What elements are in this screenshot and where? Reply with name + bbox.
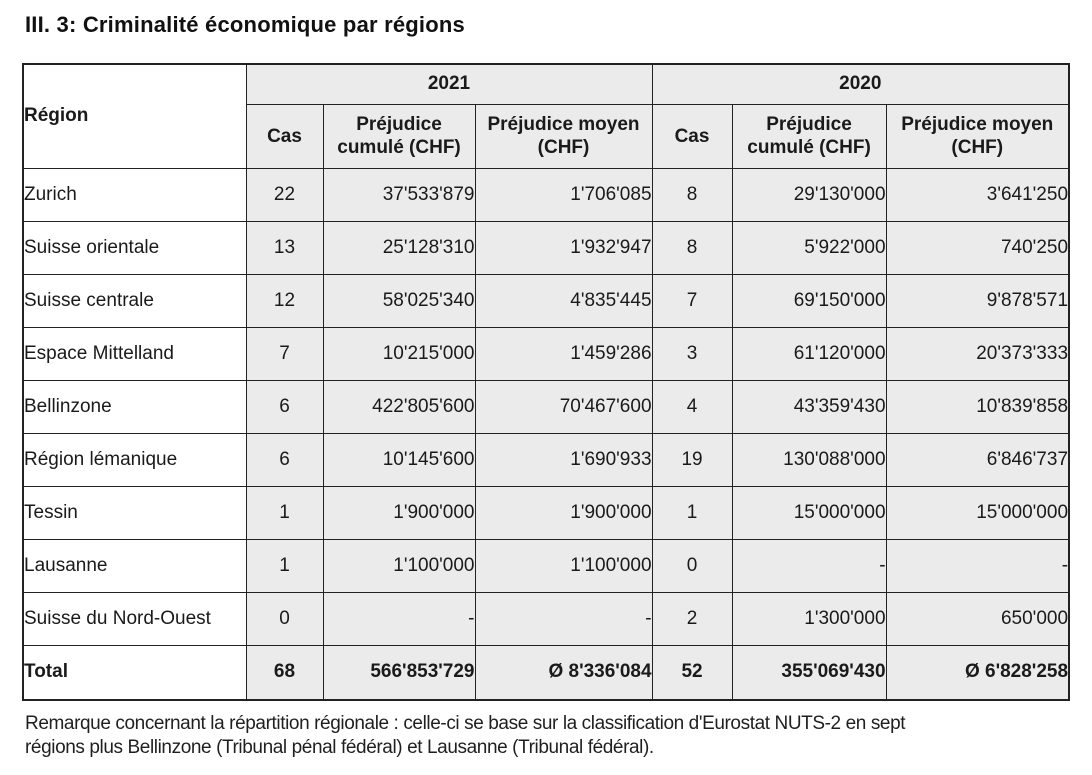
- region-name: Suisse centrale: [23, 274, 246, 327]
- prejudice-cumule-2021: 10'145'600: [323, 433, 475, 486]
- prejudice-cumule-2021: 25'128'310: [323, 221, 475, 274]
- table-row: [23, 486, 1069, 539]
- region-name: Lausanne: [23, 539, 246, 592]
- footnote-line-1: Remarque concernant la répartition régionale : celle-ci se base sur la classification d'Eurostat NUTS-2 en sept: [25, 713, 906, 734]
- total-label: Total: [23, 645, 246, 700]
- prejudice-cumule-2021: 1'100'000: [323, 539, 475, 592]
- prejudice-cumule-2020: 1'300'000: [732, 592, 886, 645]
- cas-2020: 19: [652, 433, 732, 486]
- prejudice-moyen-2020: 6'846'737: [886, 433, 1069, 486]
- prejudice-moyen-2020: 15'000'000: [886, 486, 1069, 539]
- cas-2020: 7: [652, 274, 732, 327]
- footnote: [25, 712, 1092, 760]
- prejudice-cumule-2021: 1'900'000: [323, 486, 475, 539]
- region-name: Région lémanique: [23, 433, 246, 486]
- prejudice-cumule-2020: 130'088'000: [732, 433, 886, 486]
- prejudice-cumule-2021: 10'215'000: [323, 327, 475, 380]
- prejudice-moyen-2021: 4'835'445: [475, 274, 652, 327]
- prejudice-cumule-2020: 29'130'000: [732, 168, 886, 221]
- total-prejudice-moyen-2020: Ø 6'828'258: [886, 645, 1069, 700]
- table-row: [23, 168, 1069, 221]
- total-prejudice-cumule-2021: 566'853'729: [323, 645, 475, 700]
- total-cas-2020: 52: [652, 645, 732, 700]
- header-2021-prejudice-moyen: Préjudice moyen (CHF): [475, 104, 652, 168]
- prejudice-moyen-2021: 1'932'947: [475, 221, 652, 274]
- table-total-row: [23, 645, 1069, 700]
- header-year-2020: 2020: [652, 64, 1069, 104]
- prejudice-moyen-2021: 1'100'000: [475, 539, 652, 592]
- table-row: [23, 380, 1069, 433]
- region-name: Tessin: [23, 486, 246, 539]
- cas-2020: 8: [652, 168, 732, 221]
- prejudice-moyen-2021: 70'467'600: [475, 380, 652, 433]
- total-prejudice-cumule-2020: 355'069'430: [732, 645, 886, 700]
- prejudice-cumule-2020: 43'359'430: [732, 380, 886, 433]
- prejudice-moyen-2020: 650'000: [886, 592, 1069, 645]
- cas-2021: 6: [246, 433, 323, 486]
- prejudice-moyen-2021: -: [475, 592, 652, 645]
- cas-2020: 0: [652, 539, 732, 592]
- region-name: Suisse du Nord-Ouest: [23, 592, 246, 645]
- total-cas-2021: 68: [246, 645, 323, 700]
- region-name: Zurich: [23, 168, 246, 221]
- prejudice-moyen-2021: 1'900'000: [475, 486, 652, 539]
- region-name: Bellinzone: [23, 380, 246, 433]
- header-2020-prejudice-moyen: Préjudice moyen (CHF): [886, 104, 1069, 168]
- cas-2020: 3: [652, 327, 732, 380]
- header-year-2021: 2021: [246, 64, 652, 104]
- prejudice-cumule-2021: 37'533'879: [323, 168, 475, 221]
- table-row: [23, 592, 1069, 645]
- prejudice-moyen-2021: 1'459'286: [475, 327, 652, 380]
- cas-2020: 1: [652, 486, 732, 539]
- cas-2021: 13: [246, 221, 323, 274]
- table-row: [23, 433, 1069, 486]
- header-2021-prejudice-cumule: Préjudice cumulé (CHF): [323, 104, 475, 168]
- cas-2020: 4: [652, 380, 732, 433]
- prejudice-cumule-2020: 5'922'000: [732, 221, 886, 274]
- prejudice-moyen-2020: -: [886, 539, 1069, 592]
- header-2021-cas: Cas: [246, 104, 323, 168]
- prejudice-cumule-2020: -: [732, 539, 886, 592]
- prejudice-cumule-2021: 422'805'600: [323, 380, 475, 433]
- table-row: [23, 221, 1069, 274]
- cas-2021: 6: [246, 380, 323, 433]
- page-title: III. 3: Criminalité économique par régions: [25, 12, 465, 37]
- prejudice-moyen-2020: 740'250: [886, 221, 1069, 274]
- table-row: [23, 539, 1069, 592]
- header-2020-cas: Cas: [652, 104, 732, 168]
- prejudice-moyen-2021: 1'706'085: [475, 168, 652, 221]
- prejudice-moyen-2020: 20'373'333: [886, 327, 1069, 380]
- prejudice-moyen-2021: 1'690'933: [475, 433, 652, 486]
- footnote-line-2: régions plus Bellinzone (Tribunal pénal fédéral) et Lausanne (Tribunal fédéral).: [25, 737, 654, 758]
- cas-2021: 0: [246, 592, 323, 645]
- cas-2020: 8: [652, 221, 732, 274]
- cas-2021: 22: [246, 168, 323, 221]
- cas-2021: 1: [246, 486, 323, 539]
- header-2020-prejudice-cumule: Préjudice cumulé (CHF): [732, 104, 886, 168]
- cas-2020: 2: [652, 592, 732, 645]
- region-name: Suisse orientale: [23, 221, 246, 274]
- region-name: Espace Mittelland: [23, 327, 246, 380]
- prejudice-cumule-2020: 61'120'000: [732, 327, 886, 380]
- prejudice-moyen-2020: 3'641'250: [886, 168, 1069, 221]
- prejudice-moyen-2020: 10'839'858: [886, 380, 1069, 433]
- table-row: [23, 327, 1069, 380]
- cas-2021: 1: [246, 539, 323, 592]
- header-region: Région: [23, 64, 246, 168]
- prejudice-moyen-2020: 9'878'571: [886, 274, 1069, 327]
- prejudice-cumule-2020: 15'000'000: [732, 486, 886, 539]
- cas-2021: 12: [246, 274, 323, 327]
- prejudice-cumule-2020: 69'150'000: [732, 274, 886, 327]
- regions-crime-table: [22, 63, 1070, 701]
- table-row: [23, 274, 1069, 327]
- cas-2021: 7: [246, 327, 323, 380]
- prejudice-cumule-2021: 58'025'340: [323, 274, 475, 327]
- prejudice-cumule-2021: -: [323, 592, 475, 645]
- total-prejudice-moyen-2021: Ø 8'336'084: [475, 645, 652, 700]
